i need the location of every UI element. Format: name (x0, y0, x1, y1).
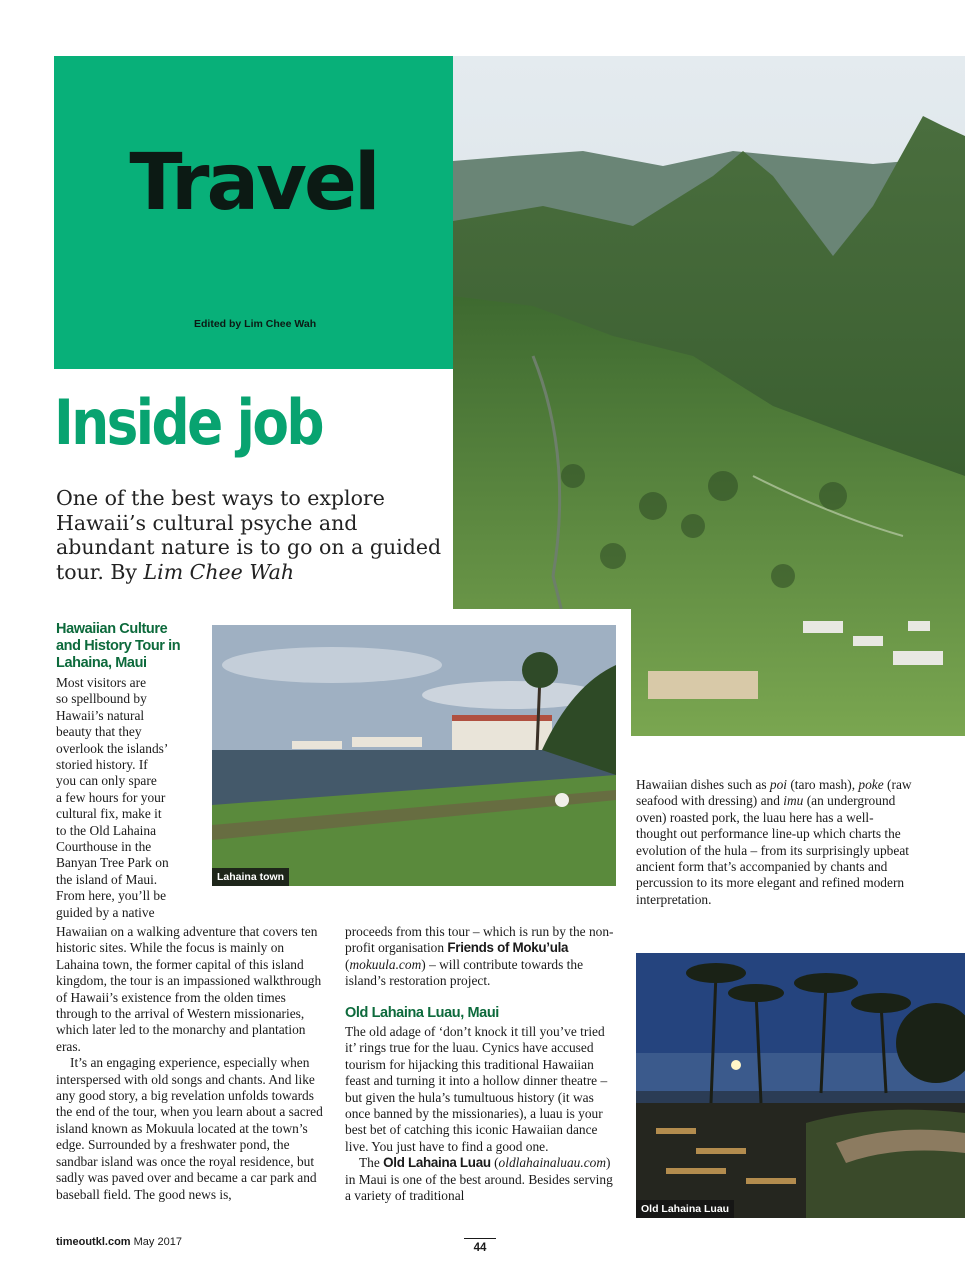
standfirst-text: One of the best ways to explore Hawaii’s cultural psyche and abundant nature is to go on a guided tour. By (56, 486, 442, 584)
tour1-narrow-column (56, 675, 206, 921)
text-line: Courthouse in the (56, 839, 152, 855)
tour1-col2-lead: proceeds from this tour – which is run by the non-profit organisation (345, 924, 614, 956)
tour1-subhead-line: Hawaiian Culture (56, 621, 168, 637)
col3-lead: Hawaiian dishes such as (636, 777, 770, 792)
lahaina-caption: Lahaina town (212, 868, 289, 886)
venue-url: oldlahainaluau.com (498, 1155, 607, 1171)
tour2-subhead: Old Lahaina Luau, Maui (345, 1005, 499, 1021)
tour2-column3 (636, 777, 912, 908)
issue-date: May 2017 (133, 1236, 182, 1248)
tour1-subhead (56, 621, 206, 672)
tour1-subhead-line: Lahaina, Maui (56, 655, 147, 671)
section-header-block (54, 56, 453, 369)
org-name: Friends of Moku’ula (447, 940, 569, 956)
page-number: 44 (464, 1238, 496, 1254)
text-line: to the Old Lahaina (56, 822, 157, 838)
tour1-paragraph-2: It’s an engaging experience, especially when interspersed with old songs and chants. And like any good story, a big revelation unfolds towards the end of the tour, when you learn about a sacred island known as Mokuula located at the town’s edge. Surrounded by a freshwater pond, the sandbar island was once the royal residence, but sadly was paved over and became a car park and baseball field. The good news is, (56, 1055, 323, 1202)
tour1-subhead-line: and History Tour in (56, 638, 181, 654)
org-url: mokuula.com (349, 956, 422, 972)
imu-term: imu (783, 793, 804, 809)
tour1-paragraph-1: Hawaiian on a walking adventure that covers ten historic sites. While the focus is mainly on Lahaina town, the former capital of this island kingdom, the tour is an impassioned walkthrough of Hawaii’s existence from the olden times through to the arrival of Western missionaries, which later led to the monarchy and plantation eras. (56, 924, 322, 1054)
text-line: beauty that they (56, 724, 142, 740)
poi-desc: (taro mash), (787, 777, 859, 792)
tour1-column2: proceeds from this tour – which is run by the non-profit organisation Friends of Moku’ula (mokuula.com) – will contribute towards the island’s restoration project. (345, 924, 614, 989)
text-line: cultural fix, make it (56, 806, 162, 822)
para-lead: The (359, 1155, 384, 1171)
poke-term: poke (858, 777, 884, 792)
lahaina-illustration (212, 625, 616, 886)
site-url: timeoutkl.com (56, 1236, 131, 1248)
venue-name: Old Lahaina Luau (383, 1155, 491, 1171)
text-line: you can only spare (56, 773, 157, 789)
luau-photo (636, 953, 965, 1218)
tour2-column2 (345, 1024, 617, 1204)
text-line: From here, you’ll be (56, 888, 167, 904)
editor-credit: Edited by Lim Chee Wah (194, 318, 317, 330)
text-line: storied history. If (56, 757, 148, 773)
tour1-col2-tail: – will contribute towards the island’s restoration project. (345, 956, 584, 989)
section-title: Travel (129, 138, 378, 228)
luau-illustration (636, 953, 965, 1218)
lahaina-town-photo (212, 625, 616, 886)
text-line: so spellbound by (56, 691, 147, 707)
luau-caption: Old Lahaina Luau (636, 1200, 734, 1218)
text-line: Banyan Tree Park on (56, 855, 169, 871)
text-line: Most visitors are (56, 675, 147, 690)
footer-site (56, 1236, 182, 1248)
poke-desc: (raw seafood with dressing) and (636, 777, 912, 809)
para-tail: in Maui is one of the best around. Besides serving a variety of traditional (345, 1171, 613, 1204)
text-line: overlook the islands’ (56, 740, 169, 756)
article-headline: Inside job (54, 386, 322, 459)
article-standfirst (56, 486, 446, 584)
text-line: Hawaii’s natural (56, 707, 145, 723)
tour2-paragraph-2: The Old Lahaina Luau (oldlahainaluau.com) in Maui is one of the best around. Besides serving a variety of traditional (345, 1155, 613, 1204)
text-line: a few hours for your (56, 789, 166, 805)
tour2-paragraph-1: The old adage of ‘don’t knock it till you’ve tried it’ rings true for the luau. Cynics have accused tourism for hijacking this traditional Hawaiian feast and turning it into a hollow dinner theatre – but given the hula’s tumultuous history (it was once banned by the missionaries), a luau is your best bet of catching this iconic Hawaiian dance live. You just have to find a good one. (345, 1024, 608, 1154)
poi-term: poi (769, 777, 787, 792)
tour1-column1-continued (56, 924, 328, 1203)
text-line: guided by a native (56, 904, 155, 920)
text-line: the island of Maui. (56, 871, 158, 887)
author-name: Lim Chee Wah (143, 559, 295, 584)
col3-tail: (an underground oven) roasted pork, the luau here has a well-thought out performance line-up which charts the evolution of the hula – from its surprisingly upbeat ancient form that’s accompanied by chants and percussion to its more elegant and refined modern interpretation. (636, 793, 909, 907)
